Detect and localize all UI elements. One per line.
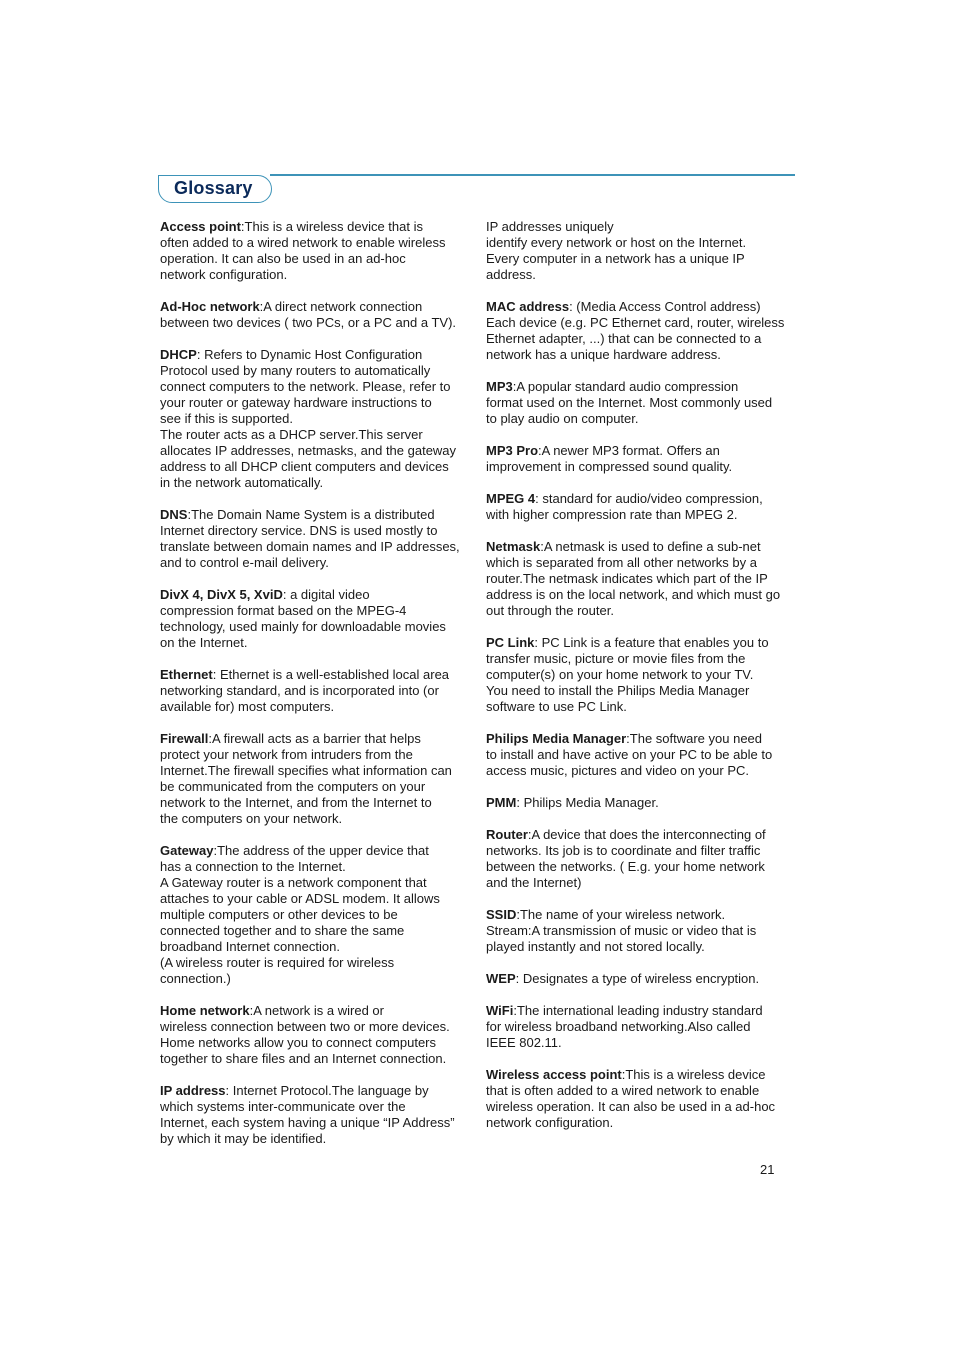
- definition-text: out through the router.: [486, 603, 614, 618]
- glossary-entry: [160, 299, 460, 331]
- definition-text: network configuration.: [486, 1115, 614, 1130]
- glossary-entry: [160, 843, 460, 987]
- definition-text: network to the Internet, and from the Internet to: [160, 795, 432, 810]
- entry-line: [160, 1099, 460, 1115]
- entry-line: [486, 875, 786, 891]
- definition-text: :A direct network connection: [259, 299, 423, 314]
- glossary-term: Ethernet: [160, 667, 213, 682]
- definition-text: available for) most computers.: [160, 699, 335, 714]
- definition-text: played instantly and not stored locally.: [486, 939, 705, 954]
- entry-line: [486, 635, 786, 651]
- definition-text: Protocol used by many routers to automatically: [160, 363, 431, 378]
- glossary-entry: [160, 219, 460, 283]
- definition-text: by which it may be identified.: [160, 1131, 327, 1146]
- definition-text: network has a unique hardware address.: [486, 347, 721, 362]
- definition-text: and to control e-mail delivery.: [160, 555, 329, 570]
- definition-text: broadband Internet connection.: [160, 939, 340, 954]
- definition-text: translate between domain names and IP addresses,: [160, 539, 460, 554]
- entry-line: [160, 843, 460, 859]
- entry-line: [486, 331, 786, 347]
- glossary-term: Netmask: [486, 539, 541, 554]
- entry-line: [486, 683, 786, 699]
- entry-line: [486, 507, 786, 523]
- entry-line: [160, 635, 460, 651]
- glossary-entry: [160, 347, 460, 491]
- definition-text: see if this is supported.: [160, 411, 293, 426]
- definition-text: :A popular standard audio compression: [512, 379, 739, 394]
- entry-line: [486, 795, 786, 811]
- entry-line: [160, 875, 460, 891]
- definition-text: (A wireless router is required for wireless: [160, 955, 395, 970]
- definition-text: :This is a wireless device: [621, 1067, 766, 1082]
- definition-text: networks. Its job is to coordinate and filter traffic: [486, 843, 761, 858]
- glossary-term: Philips Media Manager: [486, 731, 627, 746]
- definition-text: : Philips Media Manager.: [516, 795, 659, 810]
- definition-text: Internet directory service. DNS is used mostly to: [160, 523, 438, 538]
- entry-line: [486, 731, 786, 747]
- entry-line: [160, 811, 460, 827]
- glossary-term: SSID: [486, 907, 517, 922]
- glossary-entry: [486, 907, 786, 955]
- entry-line: [160, 667, 460, 683]
- entry-line: [160, 219, 460, 235]
- definition-text: :A newer MP3 format. Offers an: [538, 443, 720, 458]
- definition-text: your router or gateway hardware instructions to: [160, 395, 432, 410]
- definition-text: router.The netmask indicates which part of the IP: [486, 571, 768, 586]
- glossary-term: DivX 4, DivX 5, XviD: [160, 587, 283, 602]
- entry-line: [486, 539, 786, 555]
- definition-text: format used on the Internet. Most commonly used: [486, 395, 773, 410]
- entry-line: [160, 1083, 460, 1099]
- glossary-entry: [160, 731, 460, 827]
- glossary-term: Firewall: [160, 731, 209, 746]
- entry-line: [160, 267, 460, 283]
- definition-text: :A netmask is used to define a sub-net: [540, 539, 761, 554]
- glossary-term: PC Link: [486, 635, 535, 650]
- entry-line: [160, 939, 460, 955]
- definition-text: multiple computers or other devices to be: [160, 907, 398, 922]
- glossary-term: MAC address: [486, 299, 570, 314]
- entry-line: [486, 379, 786, 395]
- definition-text: identify every network or host on the Internet.: [486, 235, 747, 250]
- entry-line: [486, 1035, 786, 1051]
- entry-line: [486, 443, 786, 459]
- entry-line: [160, 795, 460, 811]
- glossary-entry: [486, 971, 786, 987]
- entry-line: [486, 1003, 786, 1019]
- definition-text: : PC Link is a feature that enables you to: [534, 635, 769, 650]
- definition-text: which systems inter-communicate over the: [160, 1099, 406, 1114]
- entry-line: [160, 779, 460, 795]
- definition-text: :The international leading industry standard: [513, 1003, 763, 1018]
- definition-text: address is on the local network, and which must go: [486, 587, 781, 602]
- definition-text: attaches to your cable or ADSL modem. It allows: [160, 891, 440, 906]
- definition-text: : Refers to Dynamic Host Configuration: [196, 347, 423, 362]
- entry-line: [160, 1115, 460, 1131]
- entry-line: [160, 971, 460, 987]
- glossary-entry: [486, 539, 786, 619]
- definition-text: allocates IP addresses, netmasks, and the gateway: [160, 443, 457, 458]
- entry-line: [486, 1083, 786, 1099]
- definition-text: :This is a wireless device that is: [240, 219, 423, 234]
- entry-line: [160, 443, 460, 459]
- entry-line: [160, 1019, 460, 1035]
- entry-line: [486, 459, 786, 475]
- definition-text: Stream:A transmission of music or video that is: [486, 923, 757, 938]
- glossary-term: Wireless access point: [486, 1067, 622, 1082]
- entry-line: [486, 411, 786, 427]
- entry-line: [486, 1115, 786, 1131]
- entry-line: [160, 619, 460, 635]
- entry-line: [160, 475, 460, 491]
- entry-line: [160, 379, 460, 395]
- entry-line: [486, 587, 786, 603]
- definition-text: Every computer in a network has a unique IP: [486, 251, 745, 266]
- entry-line: [486, 1019, 786, 1035]
- page-number: 21: [760, 1162, 775, 1177]
- definition-text: : standard for audio/video compression,: [535, 491, 763, 506]
- glossary-term: PMM: [486, 795, 517, 810]
- entry-line: [160, 411, 460, 427]
- definition-text: connection.): [160, 971, 231, 986]
- entry-line: [160, 1051, 460, 1067]
- entry-line: [486, 939, 786, 955]
- glossary-entry: [486, 443, 786, 475]
- entry-line: [486, 603, 786, 619]
- entry-line: [486, 251, 786, 267]
- definition-text: to install and have active on your PC to be able to: [486, 747, 773, 762]
- page-title: Glossary: [174, 178, 253, 198]
- glossary-term: DNS: [160, 507, 188, 522]
- definition-text: which is separated from all other networks by a: [486, 555, 757, 570]
- entry-line: [160, 587, 460, 603]
- definition-text: networking standard, and is incorporated into (or: [160, 683, 439, 698]
- entry-line: [160, 891, 460, 907]
- glossary-entry: [160, 1083, 460, 1147]
- glossary-entry: [486, 795, 786, 811]
- definition-text: address.: [486, 267, 536, 282]
- entry-line: [160, 603, 460, 619]
- definition-text: : Internet Protocol.The language by: [225, 1083, 429, 1098]
- definition-text: often added to a wired network to enable wireless: [160, 235, 446, 250]
- definition-text: connected together and to share the same: [160, 923, 405, 938]
- entry-line: [160, 699, 460, 715]
- definition-text: between two devices ( two PCs, or a PC and a TV).: [160, 315, 457, 330]
- entry-line: [486, 827, 786, 843]
- entry-line: [160, 427, 460, 443]
- definition-text: :The software you need: [626, 731, 763, 746]
- glossary-entry: [486, 379, 786, 427]
- glossary-entry: [486, 731, 786, 779]
- definition-text: protect your network from intruders from the: [160, 747, 413, 762]
- glossary-entry: [486, 491, 786, 523]
- definition-text: You need to install the Philips Media Manager: [486, 683, 750, 698]
- definition-text: on the Internet.: [160, 635, 248, 650]
- entry-line: [160, 763, 460, 779]
- definition-text: : a digital video: [282, 587, 370, 602]
- glossary-term: Access point: [160, 219, 241, 234]
- entry-line: [486, 1099, 786, 1115]
- definition-text: for wireless broadband networking.Also called: [486, 1019, 751, 1034]
- definition-text: wireless operation. It can also be used in a ad-hoc: [486, 1099, 776, 1114]
- entry-line: [160, 1131, 460, 1147]
- definition-text: operation. It can also be used in an ad-hoc: [160, 251, 406, 266]
- entry-line: [486, 347, 786, 363]
- glossary-entry: [486, 219, 786, 283]
- definition-text: :A device that does the interconnecting of: [527, 827, 766, 842]
- entry-line: [486, 219, 786, 235]
- entry-line: [486, 859, 786, 875]
- glossary-term: IP address: [160, 1083, 226, 1098]
- glossary-entry: [160, 587, 460, 651]
- entry-line: [160, 299, 460, 315]
- entry-line: [486, 267, 786, 283]
- entry-line: [160, 955, 460, 971]
- entry-line: [160, 1003, 460, 1019]
- definition-text: network configuration.: [160, 267, 288, 282]
- definition-text: :The Domain Name System is a distributed: [187, 507, 435, 522]
- entry-line: [160, 923, 460, 939]
- definition-text: :The name of your wireless network.: [516, 907, 726, 922]
- glossary-entry: [486, 299, 786, 363]
- definition-text: improvement in compressed sound quality.: [486, 459, 733, 474]
- entry-line: [160, 683, 460, 699]
- entry-line: [160, 459, 460, 475]
- entry-line: [160, 859, 460, 875]
- definition-text: Ethernet adapter, ...) that can be connected to a: [486, 331, 762, 346]
- glossary-entry: [160, 667, 460, 715]
- entry-line: [486, 747, 786, 763]
- entry-line: [486, 907, 786, 923]
- entry-line: [160, 747, 460, 763]
- glossary-term: MP3: [486, 379, 513, 394]
- glossary-term: Ad-Hoc network: [160, 299, 260, 314]
- definition-text: : Designates a type of wireless encryption.: [515, 971, 760, 986]
- entry-line: [160, 363, 460, 379]
- glossary-term: Gateway: [160, 843, 214, 858]
- definition-text: Each device (e.g. PC Ethernet card, router, wireless: [486, 315, 785, 330]
- entry-line: [160, 507, 460, 523]
- definition-text: that is often added to a wired network to enable: [486, 1083, 760, 1098]
- definition-text: connect computers to the network. Please, refer to: [160, 379, 451, 394]
- glossary-entry: [486, 1003, 786, 1051]
- glossary-entry: [486, 635, 786, 715]
- left-column: [160, 219, 460, 1163]
- definition-text: A Gateway router is a network component that: [160, 875, 427, 890]
- entry-line: [160, 347, 460, 363]
- definition-text: IP addresses uniquely: [486, 219, 614, 234]
- definition-text: and the Internet): [486, 875, 582, 890]
- header-rule: [270, 174, 795, 176]
- definition-text: between the networks. ( E.g. your home network: [486, 859, 765, 874]
- entry-line: [486, 299, 786, 315]
- definition-text: Home networks allow you to connect computers: [160, 1035, 437, 1050]
- entry-line: [486, 699, 786, 715]
- entry-line: [486, 235, 786, 251]
- glossary-entry: [160, 507, 460, 571]
- entry-line: [160, 907, 460, 923]
- definition-text: computer(s) on your home network to your TV.: [486, 667, 754, 682]
- definition-text: : Ethernet is a well-established local area: [212, 667, 450, 682]
- entry-line: [160, 315, 460, 331]
- definition-text: :A network is a wired or: [249, 1003, 384, 1018]
- definition-text: software to use PC Link.: [486, 699, 627, 714]
- definition-text: has a connection to the Internet.: [160, 859, 346, 874]
- entry-line: [486, 971, 786, 987]
- definition-text: Internet.The firewall specifies what information can: [160, 763, 452, 778]
- definition-text: together to share files and an Internet connection.: [160, 1051, 447, 1066]
- right-column: [486, 219, 786, 1147]
- definition-text: IEEE 802.11.: [486, 1035, 562, 1050]
- definition-text: be communicated from the computers on your: [160, 779, 426, 794]
- glossary-term: MPEG 4: [486, 491, 536, 506]
- entry-line: [160, 395, 460, 411]
- definition-text: technology, used mainly for downloadable movies: [160, 619, 446, 634]
- entry-line: [486, 315, 786, 331]
- definition-text: wireless connection between two or more devices.: [160, 1019, 450, 1034]
- definition-text: address to all DHCP client computers and devices: [160, 459, 449, 474]
- definition-text: with higher compression rate than MPEG 2.: [486, 507, 738, 522]
- entry-line: [486, 651, 786, 667]
- glossary-term: Router: [486, 827, 528, 842]
- definition-text: transfer music, picture or movie files from the: [486, 651, 746, 666]
- glossary-term: MP3 Pro: [486, 443, 539, 458]
- glossary-entry: [486, 827, 786, 891]
- definition-text: access music, pictures and video on your PC.: [486, 763, 750, 778]
- glossary-entry: [486, 1067, 786, 1131]
- definition-text: :The address of the upper device that: [213, 843, 429, 858]
- entry-line: [160, 555, 460, 571]
- entry-line: [160, 731, 460, 747]
- entry-line: [486, 571, 786, 587]
- entry-line: [160, 523, 460, 539]
- entry-line: [160, 1035, 460, 1051]
- entry-line: [160, 539, 460, 555]
- definition-text: Internet, each system having a unique “IP Address”: [160, 1115, 455, 1130]
- glossary-term: WEP: [486, 971, 516, 986]
- entry-line: [160, 251, 460, 267]
- definition-text: the computers on your network.: [160, 811, 343, 826]
- entry-line: [486, 491, 786, 507]
- entry-line: [160, 235, 460, 251]
- glossary-term: WiFi: [486, 1003, 514, 1018]
- entry-line: [486, 843, 786, 859]
- glossary-entry: [160, 1003, 460, 1067]
- entry-line: [486, 923, 786, 939]
- glossary-term: DHCP: [160, 347, 197, 362]
- definition-text: The router acts as a DHCP server.This server: [160, 427, 423, 442]
- entry-line: [486, 763, 786, 779]
- entry-line: [486, 555, 786, 571]
- glossary-term: Home network: [160, 1003, 250, 1018]
- definition-text: : (Media Access Control address): [569, 299, 761, 314]
- entry-line: [486, 667, 786, 683]
- definition-text: in the network automatically.: [160, 475, 324, 490]
- definition-text: compression format based on the MPEG-4: [160, 603, 407, 618]
- definition-text: to play audio on computer.: [486, 411, 639, 426]
- entry-line: [486, 395, 786, 411]
- definition-text: :A firewall acts as a barrier that helps: [208, 731, 421, 746]
- entry-line: [486, 1067, 786, 1083]
